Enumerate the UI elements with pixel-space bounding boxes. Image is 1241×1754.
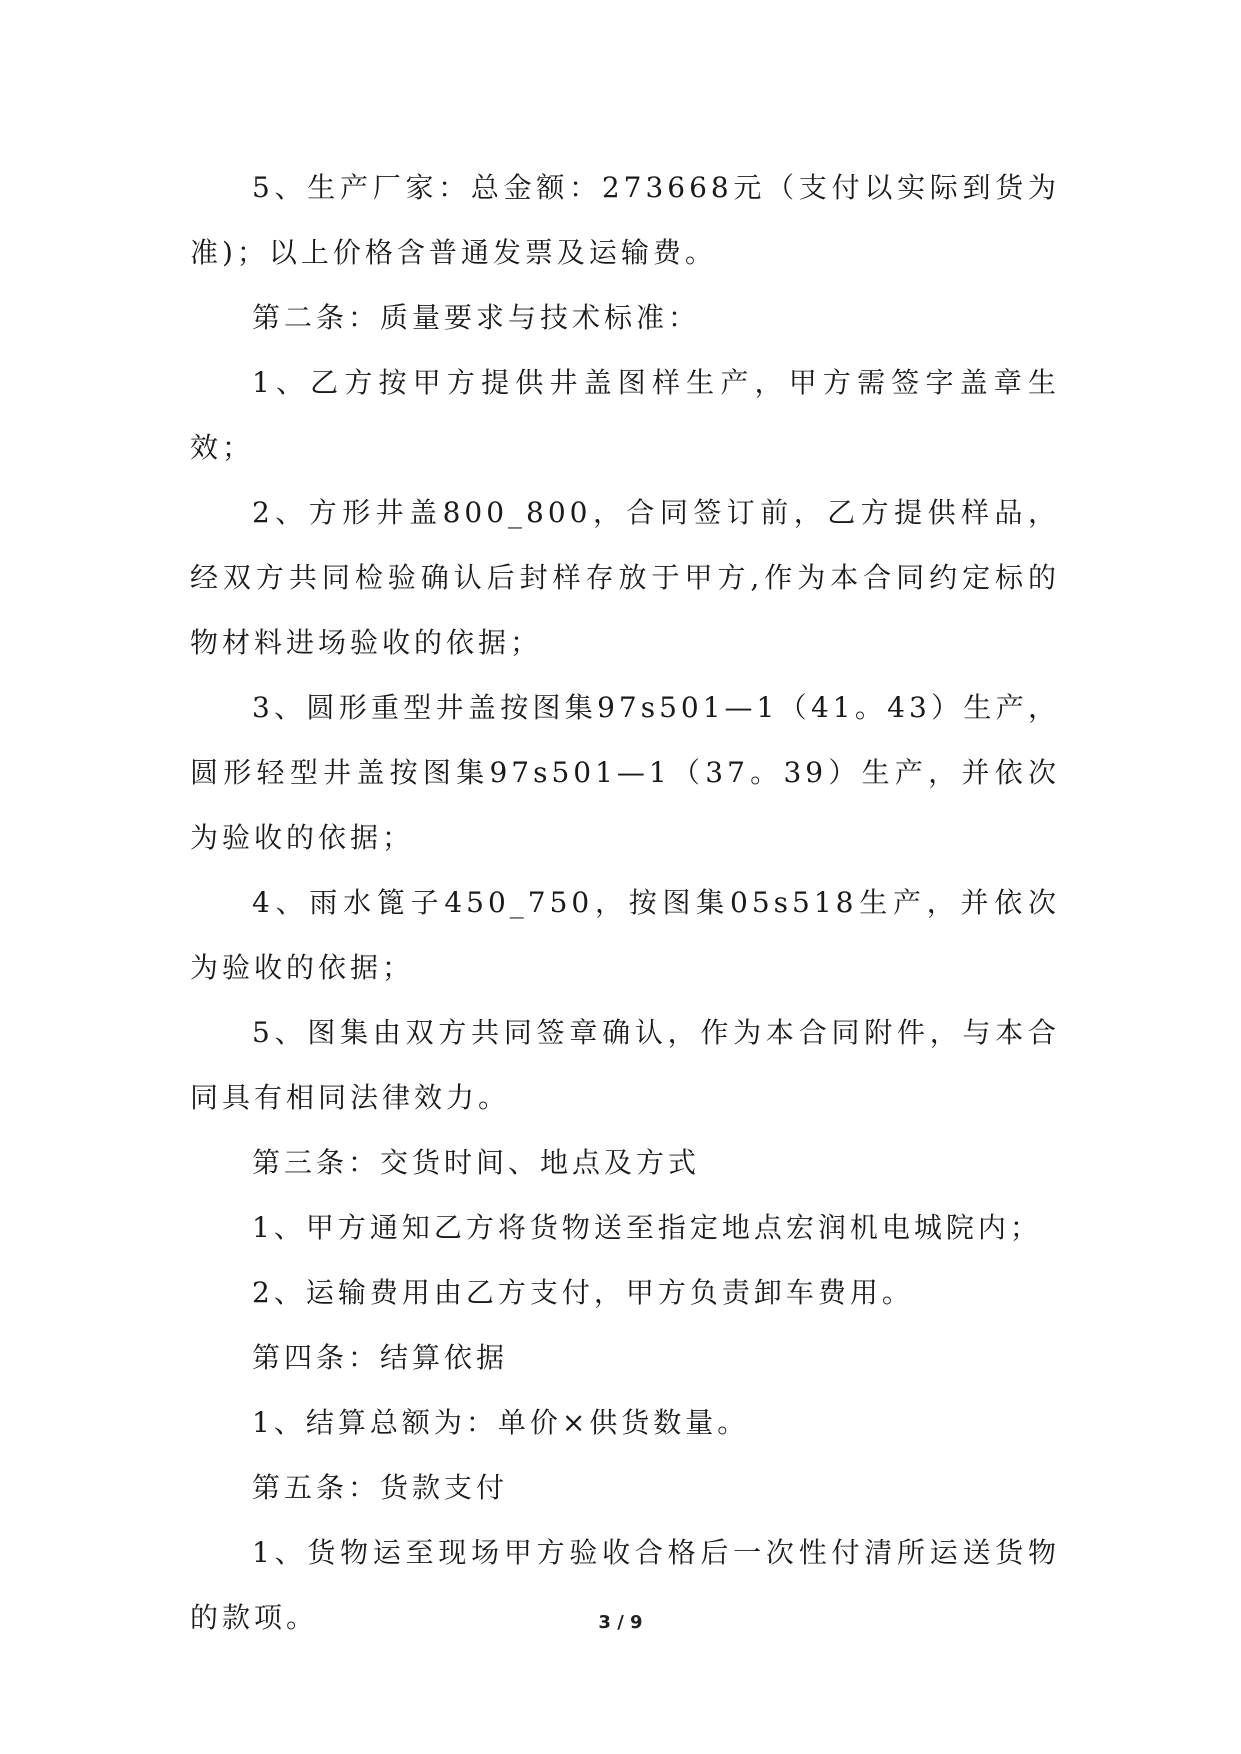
article-3-heading: 第三条：交货时间、地点及方式 (252, 1146, 701, 1179)
page-number: 3 / 9 (598, 1612, 643, 1633)
article-2-heading: 第二条：质量要求与技术标准： (252, 301, 701, 334)
clause-3-2: 2、运输费用由乙方支付，甲方负责卸车费用。 (252, 1276, 914, 1309)
clause-2-1: 1、乙方按甲方提供井盖图样生产，甲方需签字盖章生效； (190, 366, 1060, 464)
clause-5-1: 1、货物运至现场甲方验收合格后一次性付清所运送货物的款项。 (190, 1536, 1060, 1634)
clause-3-1: 1、甲方通知乙方将货物送至指定地点宏润机电城院内； (252, 1211, 1042, 1244)
clause-2-5: 5、图集由双方共同签章确认，作为本合同附件，与本合同具有相同法律效力。 (190, 1016, 1060, 1114)
article-5-heading: 第五条：货款支付 (252, 1471, 509, 1504)
clause-2-3: 3、圆形重型井盖按图集97s501—1（41。43）生产，圆形轻型井盖按图集97s501—1（37。39）生产，并依次为验收的依据； (190, 691, 1060, 854)
clause-5-manufacturer-total: 5、生产厂家：总金额：273668元（支付以实际到货为准)；以上价格含普通发票及运输费。 (190, 171, 1060, 269)
article-4-heading: 第四条：结算依据 (252, 1341, 509, 1374)
document-body (190, 155, 1060, 1650)
clause-2-2: 2、方形井盖800_800，合同签订前，乙方提供样品，经双方共同检验确认后封样存放于甲方,作为本合同约定标的物材料进场验收的依据； (190, 496, 1060, 659)
clause-2-4: 4、雨水篦子450_750，按图集05s518生产，并依次为验收的依据； (190, 886, 1060, 984)
clause-4-1: 1、结算总额为：单价×供货数量。 (252, 1406, 750, 1439)
